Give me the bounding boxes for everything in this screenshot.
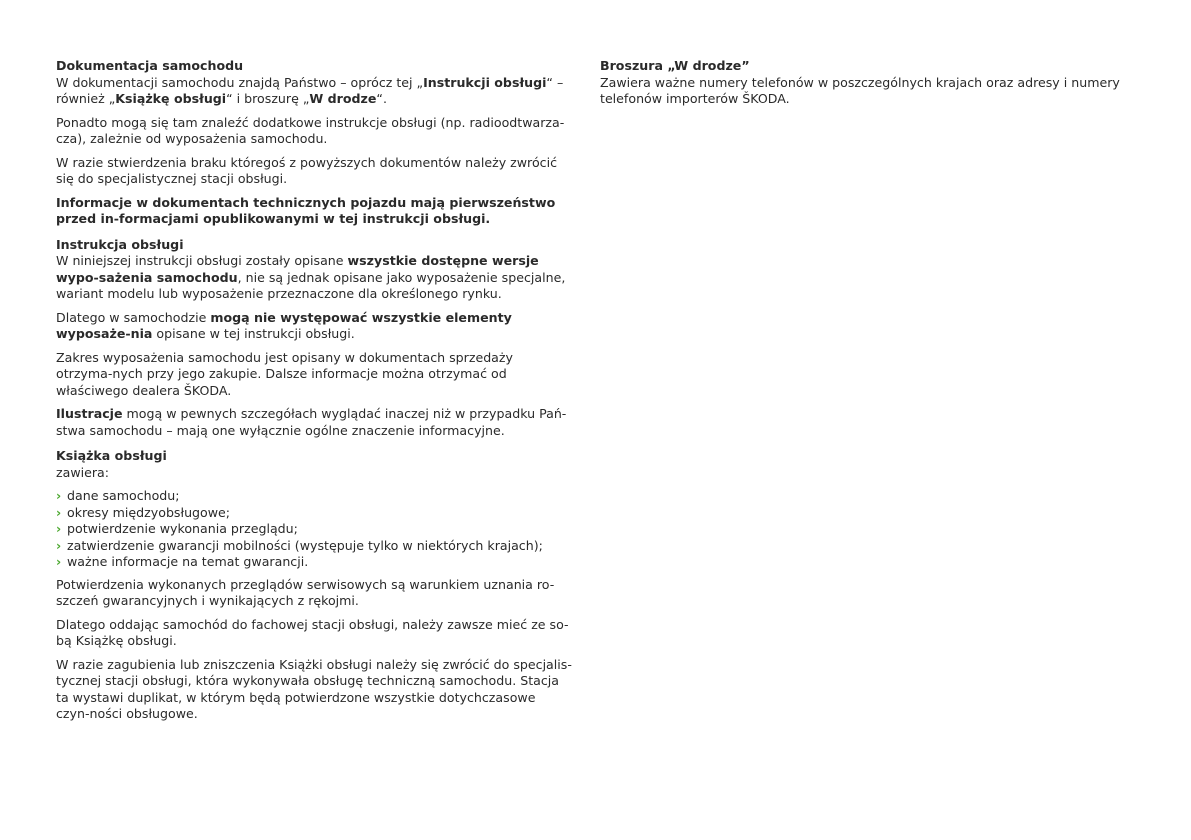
bold-elementy-wyposazenia: mogą nie występować wszystkie elementy wyposaże-nia xyxy=(56,309,512,341)
chevron-right-icon: › xyxy=(56,488,62,503)
section-dokumentacja xyxy=(56,58,572,228)
paragraph-broszura-1: Zawiera ważne numery telefonów w poszczególnych krajach oraz adresy i numery telefonów importerów ŠKODA. xyxy=(600,74,1120,106)
bold-w-drodze: W drodze xyxy=(309,91,377,106)
text-run: “. xyxy=(376,91,387,106)
text-run: Dlatego w samochodzie xyxy=(56,309,211,325)
chevron-right-icon: › xyxy=(56,554,62,569)
bullet-list xyxy=(56,488,572,571)
section-broszura xyxy=(600,58,1128,108)
heading-broszura: Broszura „W drodze” xyxy=(600,58,750,73)
paragraph-dokumentacja-4 xyxy=(56,195,572,228)
section-ksiazka xyxy=(56,448,572,723)
list-item xyxy=(56,538,572,555)
chevron-right-icon: › xyxy=(56,521,62,536)
paragraph-dokumentacja-2: Ponadto mogą się tam znaleźć dodatkowe instrukcje obsługi (np. radioodtwarza-cza), zależnie od wyposażenia samochodu. xyxy=(56,114,565,146)
paragraph-instrukcja-1 xyxy=(56,253,572,303)
right-column xyxy=(600,58,1128,117)
list-item-text: ważne informacje na temat gwarancji. xyxy=(67,554,309,569)
heading-instrukcja: Instrukcja obsługi xyxy=(56,236,184,252)
list-item-text: zatwierdzenie gwarancji mobilności (występuje tylko w niektórych krajach); xyxy=(67,537,543,553)
list-item xyxy=(56,554,572,571)
bold-wersje-wyposazenia: wszystkie dostępne wersje wypo-sażenia samochodu xyxy=(56,253,539,285)
paragraph-ksiazka-intro: zawiera: xyxy=(56,464,110,480)
list-item xyxy=(56,521,572,538)
paragraph-instrukcja-4 xyxy=(56,406,572,439)
text-run: mogą w pewnych szczegółach wyglądać inaczej niż w przypadku Pań-stwa samochodu – mają one wyłącznie ogólne znaczenie informacyjne. xyxy=(56,406,567,438)
chevron-right-icon: › xyxy=(56,537,62,553)
list-item-text: okresy międzyobsługowe; xyxy=(67,504,231,520)
heading-ksiazka: Książka obsługi xyxy=(56,448,167,463)
paragraph-ksiazka-2: Dlatego oddając samochód do fachowej stacji obsługi, należy zawsze mieć ze so-bą Książkę obsługi. xyxy=(56,616,569,648)
paragraph-dokumentacja-3: W razie stwierdzenia braku któregoś z powyższych dokumentów należy zwrócić się do specjalistycznej stacji obsługi. xyxy=(56,154,558,186)
left-column xyxy=(56,58,572,732)
paragraph-ksiazka-1: Potwierdzenia wykonanych przeglądów serwisowych są warunkiem uznania ro-szczeń gwarancyjnych i wynikających z rękojmi. xyxy=(56,576,555,608)
bold-instrukcji-obslugi: Instrukcji obsługi xyxy=(423,74,547,90)
text-run: opisane w tej instrukcji obsługi. xyxy=(152,326,355,341)
bold-ilustracje: Ilustracje xyxy=(56,406,123,421)
bold-note: Informacje w dokumentach technicznych pojazdu mają pierwszeństwo przed in-formacjami opublikowanymi w tej instrukcji obsługi. xyxy=(56,194,556,226)
text-run: “ i broszurę „ xyxy=(226,91,310,106)
section-instrukcja xyxy=(56,237,572,440)
heading-dokumentacja: Dokumentacja samochodu xyxy=(56,58,244,73)
chevron-right-icon: › xyxy=(56,504,62,520)
paragraph-instrukcja-2 xyxy=(56,310,572,343)
list-item xyxy=(56,488,572,505)
list-item-text: dane samochodu; xyxy=(67,488,180,503)
text-run: , nie są jednak opisane jako wyposażenie specjalne, wariant modelu lub wyposażenie przeznaczone dla określonego rynku. xyxy=(56,269,566,301)
text-run: W dokumentacji samochodu znajdą Państwo – oprócz tej „ xyxy=(56,74,424,90)
list-item xyxy=(56,505,572,522)
bold-ksiazke-obslugi: Książkę obsługi xyxy=(115,91,227,106)
paragraph-instrukcja-3: Zakres wyposażenia samochodu jest opisany w dokumentach sprzedaży otrzyma-nych przy jego zakupie. Dalsze informacje można otrzymać od właściwego dealera ŠKODA. xyxy=(56,349,513,398)
text-run: “ – xyxy=(546,74,564,90)
text-run: również „ xyxy=(56,91,116,106)
text-run: W niniejszej instrukcji obsługi zostały opisane xyxy=(56,253,348,268)
paragraph-ksiazka-3: W razie zagubienia lub zniszczenia Książki obsługi należy się zwrócić do specjalis-tycznej stacji obsługi, która wykonywała obsługę techniczną samochodu. Stacja ta wystawi duplikat, w którym będą potwierdzone wszystkie dotychczasowe czyn-ności obsługowe. xyxy=(56,656,572,721)
list-item-text: potwierdzenie wykonania przeglądu; xyxy=(67,521,298,536)
paragraph-dokumentacja-1 xyxy=(56,75,572,108)
